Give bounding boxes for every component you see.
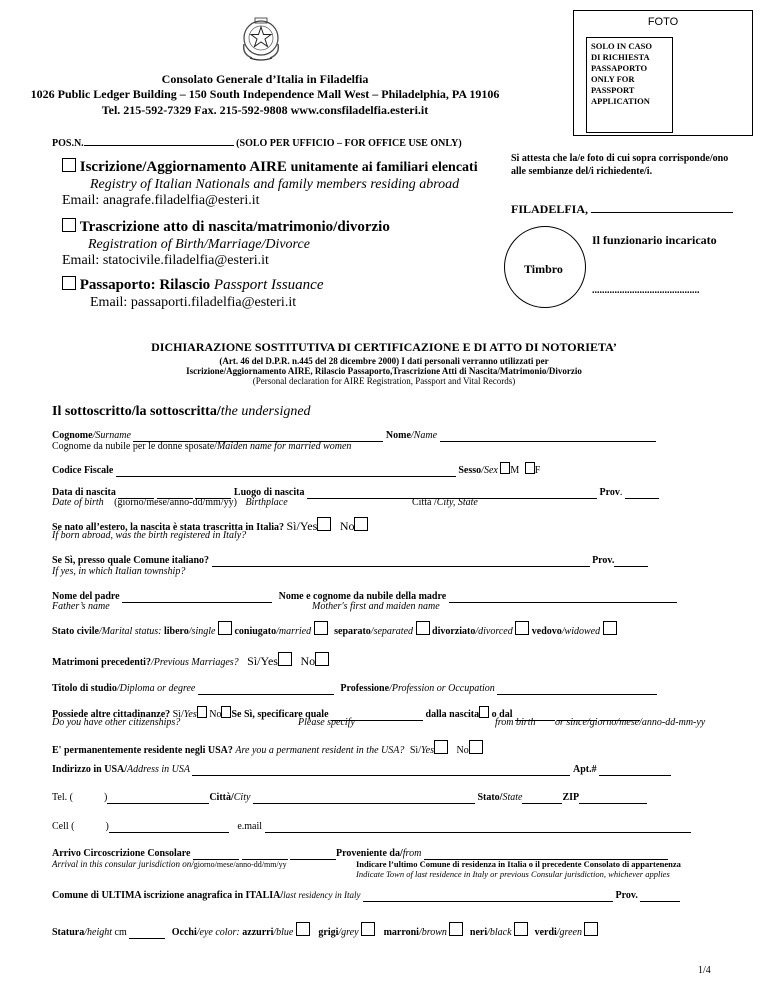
divorced-checkbox[interactable] — [515, 621, 529, 635]
aire-checkbox[interactable] — [62, 158, 76, 172]
arrival-row: Arrivo Circoscrizione Consolare Proveniente da/from — [52, 848, 668, 860]
last-residency-row: Comune di ULTIMA iscrizione anagrafica in ITALIA/last residency in Italy Prov. — [52, 890, 680, 902]
pos-row — [52, 138, 462, 149]
eye-grey-checkbox[interactable] — [361, 922, 375, 936]
consulate-address: 1026 Public Ledger Building – 150 South Independence Mall West – Philadelphia, PA 19106 — [30, 87, 500, 101]
marital-status-row: Stato civile/Marital status: libero/single coniugato/married separato/separated divorziato/divorced vedovo/widowed — [52, 621, 617, 637]
height-eye-row: Statura/height cm Occhi/eye color: azzurri/blue grigi/grey marroni/brown neri/black verdi/green — [52, 922, 598, 939]
state-input[interactable] — [522, 792, 562, 804]
declaration-title: DICHIARAZIONE SOSTITUTIVA DI CERTIFICAZIONE E DI ATTO DI NOTORIETA’ — [151, 340, 617, 354]
arrival-hint: Arrival in this consular jurisdiction on/giorno/mese/anno-dd/mm/yy — [52, 859, 287, 869]
photo-title: FOTO — [647, 16, 679, 28]
from-hint-it: Indicare l’ultimo Comune di residenza in Italia o il precedente Consolato di appartenenza — [356, 859, 681, 869]
eye-green-checkbox[interactable] — [584, 922, 598, 936]
or-since-hint: or since/giorno/mese/anno-dd-mm-yy — [555, 717, 706, 728]
address-row: Indirizzo in USA/Address in USA Apt.# — [52, 764, 671, 776]
phone-row: Tel. ( ) Città/City Stato/State ZIP — [52, 792, 647, 804]
service-aire-subtitle: Registry of Italian Nationals and family members residing abroad — [90, 177, 460, 192]
parents-row: Nome del padre Nome e cognome da nubile della madre — [52, 591, 677, 603]
consulate-contact: Tel. 215-592-7329 Fax. 215-592-9808 www.consfiladelfia.esteri.it — [101, 103, 429, 117]
phone-input[interactable] — [107, 792, 209, 804]
service-passport: Passaporto: Rilascio Passport Issuance Email: passaporti.filadelfia@esteri.it — [62, 276, 324, 311]
from-hint-en: Indicate Town of last residence in Italy or previous Consular jurisdiction, whichever applies — [356, 869, 670, 879]
service-passport-email: Email: passaporti.filadelfia@esteri.it — [90, 295, 297, 310]
sex-m-checkbox[interactable] — [500, 462, 510, 474]
last-residency-prov-input[interactable] — [640, 890, 680, 902]
profession-input[interactable] — [497, 683, 657, 695]
city-input[interactable] — [253, 792, 475, 804]
declaration-line1: (Art. 46 del D.P.R. n.445 del 28 dicembre 2000) I dati personali verranno utilizzati per — [219, 356, 549, 366]
registered-yes-checkbox[interactable] — [317, 517, 331, 531]
undersigned-heading: Il sottoscritto/la sottoscritta/the undersigned — [52, 404, 311, 419]
birth-registered-hint: If born abroad, was the birth registered in Italy? — [52, 530, 247, 541]
place-date-row: FILADELFIA, — [511, 202, 733, 217]
father-hint: Father’s name — [52, 601, 110, 612]
resident-no-checkbox[interactable] — [469, 740, 483, 754]
declaration-line2: Iscrizione/Aggiornamento AIRE, Rilascio Passaporto,Trascrizione Atti di Nascita/Matrimonio/Divorzio — [186, 366, 582, 376]
height-input[interactable] — [129, 927, 165, 939]
apt-input[interactable] — [599, 764, 671, 776]
phone-area-input[interactable] — [75, 792, 101, 803]
township-row: Se Sì, presso quale Comune italiano? Prov. — [52, 555, 648, 567]
attestation-text: Si attesta che la/e foto di cui sopra corrisponde/ono alle sembianze del/i richiedente/i. — [511, 153, 729, 177]
township-hint: If yes, in which Italian township? — [52, 566, 186, 577]
arrival-year-input[interactable] — [290, 848, 336, 860]
photo-instructions: SOLO IN CASO DI RICHIESTA PASSAPORTO ONLY FOR PASSPORT APPLICATION — [591, 41, 652, 106]
last-residency-input[interactable] — [363, 890, 613, 902]
italian-republic-emblem — [238, 14, 284, 64]
zip-input[interactable] — [579, 792, 647, 804]
birth-prov-input[interactable] — [625, 487, 659, 499]
single-checkbox[interactable] — [218, 621, 232, 635]
eye-blue-checkbox[interactable] — [296, 922, 310, 936]
registered-no-checkbox[interactable] — [354, 517, 368, 531]
service-passport-title: Passaporto: Rilascio — [79, 277, 214, 293]
sex-f-checkbox[interactable] — [525, 462, 535, 474]
mother-hint: Mother's first and maiden name — [312, 601, 440, 612]
citizenship-yes-checkbox[interactable] — [197, 706, 207, 718]
surname-row: Cognome/Surname Nome/Name — [52, 430, 656, 442]
birth-row: Data di nascita Luogo di nascita Prov. — [52, 487, 659, 499]
birth-registered-row: Se nato all’estero, la nascita è stata trascritta in Italia? Sì/Yes No — [52, 517, 368, 534]
father-name-input[interactable] — [122, 591, 272, 603]
permanent-resident-row: E' permanentemente residente negli USA? Are you a permanent resident in the USA? Sì/Yes No — [52, 740, 483, 756]
address-input[interactable] — [192, 764, 570, 776]
officer-label: Il funzionario incaricato — [592, 233, 717, 247]
citizenship-from-birth-checkbox[interactable] — [479, 706, 489, 718]
township-input[interactable] — [212, 555, 590, 567]
service-civil-email: Email: statocivile.filadelfia@esteri.it — [62, 253, 269, 268]
eye-brown-checkbox[interactable] — [449, 922, 463, 936]
stamp-label: Timbro — [524, 262, 563, 276]
from-birth-hint: from birth — [495, 717, 536, 728]
prev-marriage-yes-checkbox[interactable] — [278, 652, 292, 666]
consulate-name: Consolato Generale d’Italia in Filadelfia — [161, 72, 369, 86]
name-input[interactable] — [440, 430, 656, 442]
married-checkbox[interactable] — [314, 621, 328, 635]
diploma-input[interactable] — [198, 683, 334, 695]
photo-box — [573, 10, 753, 136]
cell-input[interactable] — [109, 821, 229, 833]
birth-hints: Date of birth (giorno/mese/anno-dd/mm/yy) Birthplace — [52, 497, 288, 508]
signature-line: ........................................... — [592, 285, 700, 296]
service-civil-subtitle: Registration of Birth/Marriage/Divorce — [88, 237, 310, 252]
education-row: Titolo di studio/Diploma or degree Professione/Profession or Occupation — [52, 683, 657, 695]
declaration-line3: (Personal declaration for AIRE Registration, Passport and Vital Records) — [252, 376, 516, 386]
widowed-checkbox[interactable] — [603, 621, 617, 635]
previous-marriages-row: Matrimoni precedenti?/Previous Marriages? Sì/Yes No — [52, 652, 329, 669]
civil-records-checkbox[interactable] — [62, 218, 76, 232]
service-civil-title: Trascrizione atto di nascita/matrimonio/divorzio — [79, 219, 390, 235]
separated-checkbox[interactable] — [416, 621, 430, 635]
citizenships-row: Possiede altre cittadinanze? Sì/Yes No Se Sì, specificare quale dalla nascita o dal — [52, 706, 640, 721]
service-civil — [62, 218, 390, 269]
pos-office-note: (SOLO PER UFFICIO – FOR OFFICE USE ONLY) — [236, 138, 462, 149]
city-state-hint: Città /City, State — [412, 497, 478, 508]
service-aire-email: Email: anagrafe.filadelfia@esteri.it — [62, 193, 260, 208]
fiscal-code-input[interactable] — [116, 465, 456, 477]
maiden-name-label: Cognome da nubile per le donne sposate/Maiden name for married women — [52, 441, 352, 452]
pos-label: POS.N. — [52, 138, 84, 149]
email-input[interactable] — [265, 821, 691, 833]
cell-row: Cell ( ) e.mail — [52, 821, 691, 833]
eye-black-checkbox[interactable] — [514, 922, 528, 936]
page-number: 1/4 — [698, 965, 711, 976]
service-aire-title: Iscrizione/Aggiornamento AIRE — [79, 159, 291, 175]
township-prov-input[interactable] — [614, 555, 648, 567]
service-aire: Iscrizione/Aggiornamento AIRE unitamente ai familiari elencati Registry of Italian Nationals and family members residing abroad Email: anagrafe.filadelfia@esteri.it — [62, 159, 478, 208]
mother-name-input[interactable] — [449, 591, 677, 603]
prev-marriage-no-checkbox[interactable] — [315, 652, 329, 666]
passport-checkbox[interactable] — [62, 276, 76, 290]
cell-area-input[interactable] — [77, 821, 103, 832]
citizenship-no-checkbox[interactable] — [221, 706, 231, 718]
fiscal-code-row: Codice Fiscale Sesso/Sex M F — [52, 462, 540, 477]
citizenships-hint: Do you have other citizenships? — [52, 717, 181, 728]
resident-yes-checkbox[interactable] — [434, 740, 448, 754]
please-specify-hint: Please specify — [298, 717, 355, 728]
